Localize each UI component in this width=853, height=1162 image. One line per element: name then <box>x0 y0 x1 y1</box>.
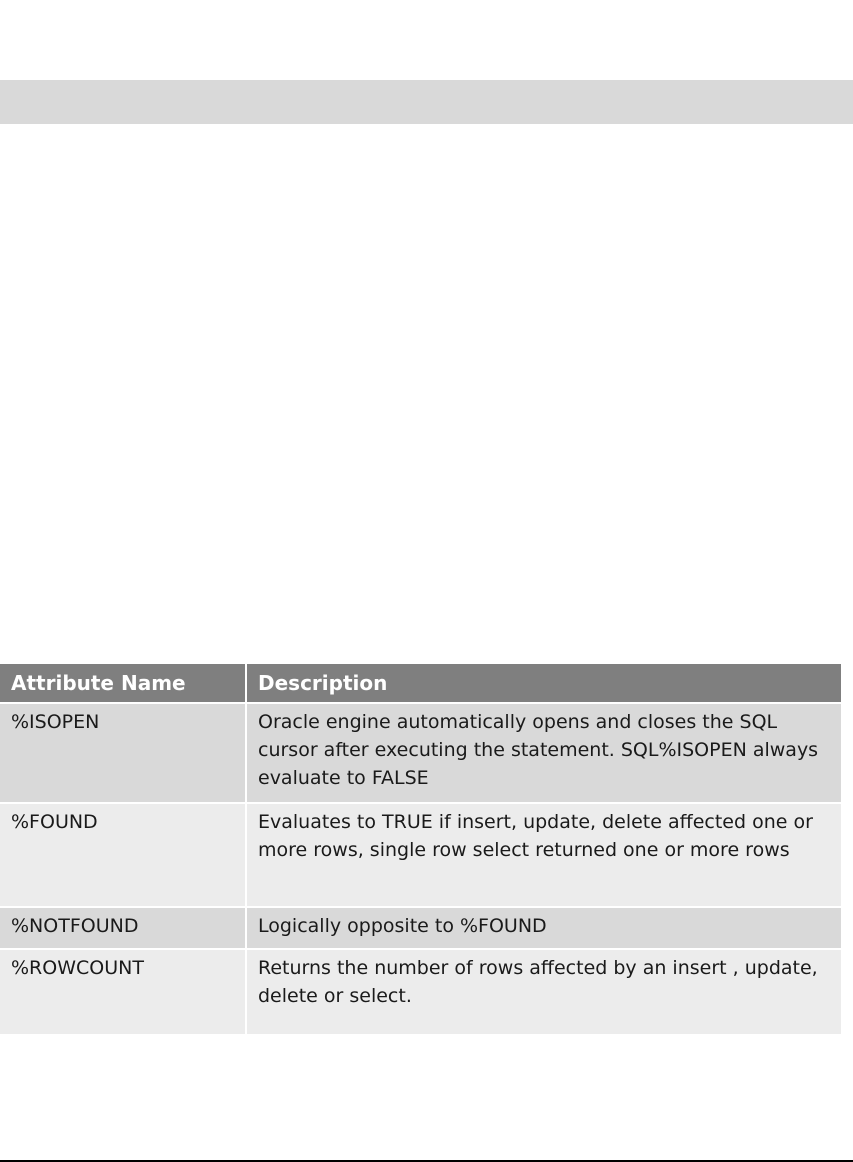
attribute-name-cell: %ISOPEN <box>0 704 247 804</box>
table-row <box>0 704 841 804</box>
column-header-attribute-name: Attribute Name <box>0 664 247 704</box>
description-cell: Returns the number of rows affected by an insert , update, delete or select. <box>247 950 841 1036</box>
table-row <box>0 950 841 1036</box>
table-row <box>0 804 841 908</box>
attribute-name-cell: %FOUND <box>0 804 247 908</box>
table-header-row <box>0 664 841 704</box>
table-row <box>0 908 841 950</box>
cursor-attributes-table <box>0 664 841 1036</box>
description-cell: Oracle engine automatically opens and closes the SQL cursor after executing the statement. SQL%ISOPEN always evaluate to FALSE <box>247 704 841 804</box>
header-band <box>0 80 853 124</box>
attribute-name-cell: %ROWCOUNT <box>0 950 247 1036</box>
description-cell: Logically opposite to %FOUND <box>247 908 841 950</box>
description-cell: Evaluates to TRUE if insert, update, delete affected one or more rows, single row select returned one or more rows <box>247 804 841 908</box>
attribute-name-cell: %NOTFOUND <box>0 908 247 950</box>
column-header-description: Description <box>247 664 841 704</box>
